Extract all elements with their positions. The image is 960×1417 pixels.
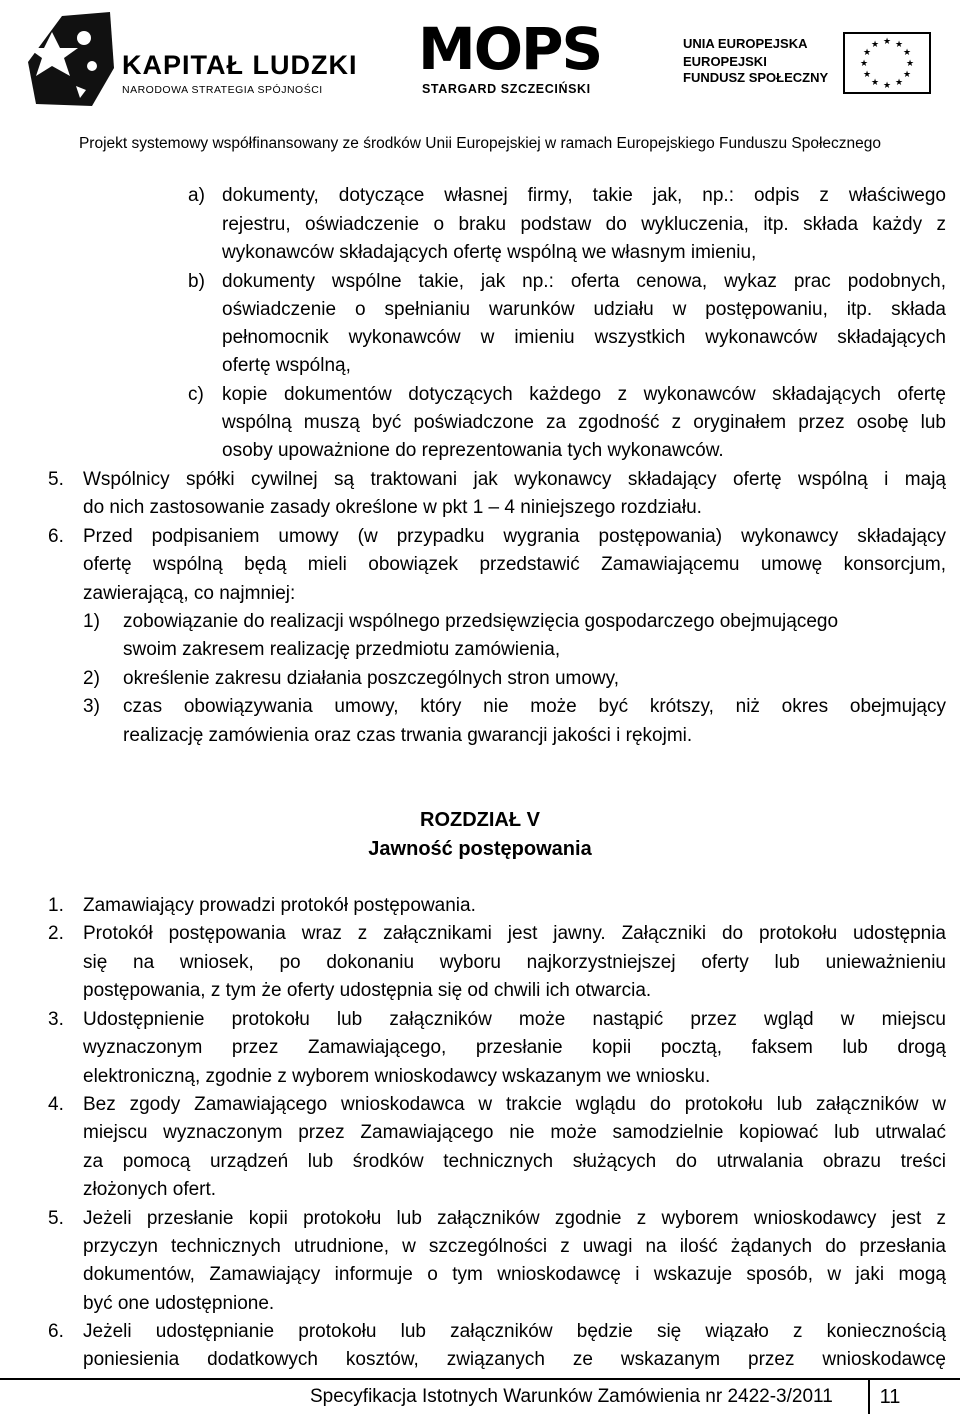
b-line-1: dokumenty wspólne takie, jak np.: oferta cenowa, wykaz prac podobnych, xyxy=(222,271,946,292)
eu-logo xyxy=(683,36,943,106)
p6-line-3: zawierającą, co najmniej: xyxy=(83,583,296,604)
r4-line-1: Bez zgody Zamawiającego wnioskodawca w trakcie wglądu do protokołu lub załączników w xyxy=(83,1094,946,1115)
c-line-3: osoby upoważnione do reprezentowania tych wykonawców. xyxy=(222,440,724,461)
page-number: 11 xyxy=(868,1380,910,1414)
mops-subtitle: STARGARD SZCZECIŃSKI xyxy=(422,82,591,96)
svg-text:★: ★ xyxy=(894,40,904,50)
eu-flag-icon xyxy=(843,32,931,94)
list-label-r4: 4. xyxy=(48,1094,64,1115)
chapter-heading: ROZDZIAŁ V xyxy=(420,809,540,831)
svg-text:★: ★ xyxy=(882,37,892,47)
eu-line-2: EUROPEJSKI xyxy=(683,54,767,69)
svg-text:★: ★ xyxy=(862,70,872,80)
b-line-4: ofertę wspólną, xyxy=(222,355,351,376)
header-logos xyxy=(0,0,960,125)
list-label-c: c) xyxy=(188,384,204,405)
sublist-label-1: 1) xyxy=(83,611,100,632)
footer-divider xyxy=(0,1378,960,1380)
kapital-ludzki-emblem-icon xyxy=(22,8,118,108)
svg-text:★: ★ xyxy=(894,78,904,88)
sublist-label-3: 3) xyxy=(83,696,100,717)
c-line-2: wspólną muszą być poświadczone za zgodność z oryginałem przez osobę lub xyxy=(222,412,946,433)
r5-line-2: przyczyn technicznych utrudnione, w szczególności z uwagi na ilość żądanych do przesłania xyxy=(83,1236,946,1257)
r4-line-3: za pomocą urządzeń lub środków technicznych służących do utrwalania obrazu treści xyxy=(83,1151,946,1172)
list-label-r5: 5. xyxy=(48,1208,64,1229)
chapter-title: Jawność postępowania xyxy=(368,838,592,860)
p6-line-1: Przed podpisaniem umowy (w przypadku wygrania postępowania) wykonawcy składający xyxy=(83,526,946,547)
svg-text:★: ★ xyxy=(862,48,872,58)
r5-line-4: być one udostępnione. xyxy=(83,1293,275,1314)
r3-line-2: wyznaczonym przez Zamawiającego, przesłanie kopii pocztą, faksem lub drogą xyxy=(83,1037,946,1058)
mops-logo xyxy=(418,15,606,102)
svg-text:★: ★ xyxy=(902,70,912,80)
r4-line-2: miejscu wyznaczonym przez Zamawiającego nie może samodzielnie kopiować lub utrwalać xyxy=(83,1122,946,1143)
r2-line-2: się na wniosek, po dokonaniu wyboru najkorzystniejszej oferty lub unieważnieniu xyxy=(83,952,946,973)
list-label-6: 6. xyxy=(48,526,64,547)
list-label-a: a) xyxy=(188,185,205,206)
r3-line-3: elektroniczną, zgodnie z wyborem wnioskodawcy wskazanym we wniosku. xyxy=(83,1066,711,1087)
svg-text:★: ★ xyxy=(870,40,880,50)
p5-line-2: do nich zastosowanie zasady określone w pkt 1 – 4 niniejszego rozdziału. xyxy=(83,497,702,518)
list-label-r1: 1. xyxy=(48,895,64,916)
svg-text:★: ★ xyxy=(882,81,892,91)
s1-line-1: zobowiązanie do realizacji wspólnego przedsięwzięcia gospodarczego obejmującego xyxy=(123,611,839,632)
s3-line-1: czas obowiązywania umowy, który nie może być krótszy, niż okres obejmujący xyxy=(123,696,946,717)
svg-text:★: ★ xyxy=(905,59,915,69)
r2-line-3: postępowania, z tym że oferty udostępnia się od chwili ich otwarcia. xyxy=(83,980,652,1001)
r6-line-1: Jeżeli udostępnianie protokołu lub załączników będzie się wiązało z koniecznością xyxy=(83,1321,946,1342)
s3-line-2: realizację zamówienia oraz czas trwania gwarancji jakości i rękojmi. xyxy=(123,725,693,746)
sublist-label-2: 2) xyxy=(83,668,100,689)
eu-line-3: FUNDUSZ SPOŁECZNY xyxy=(683,70,829,85)
r2-line-1: Protokół postępowania wraz z załącznikami jest jawny. Załączniki do protokołu udostępnia xyxy=(83,923,946,944)
mops-title: MOPS xyxy=(418,15,602,83)
b-line-3: pełnomocnik wykonawców w imieniu wszystkich wykonawców składających xyxy=(222,327,946,348)
p5-line-1: Wspólnicy spółki cywilnej są traktowani jak wykonawcy składający ofertę wspólną i mają xyxy=(83,469,946,490)
kapital-ludzki-logo xyxy=(22,8,362,108)
r5-line-3: dokumentów, Zamawiający informuje o tym wnioskodawcę i wskazuje sposób, w jaki mogą xyxy=(83,1264,946,1285)
r6-line-2: poniesienia dodatkowych kosztów, związanych ze wskazanym przez wnioskodawcę xyxy=(83,1349,946,1370)
list-label-r2: 2. xyxy=(48,923,64,944)
b-line-2: oświadczenie o spełnianiu warunków udziału w postępowaniu, itp. składa xyxy=(222,299,946,320)
list-label-r6: 6. xyxy=(48,1321,64,1342)
eu-line-1: UNIA EUROPEJSKA xyxy=(683,36,808,51)
a-line-3: wykonawców składających ofertę wspólną we własnym imieniu, xyxy=(222,242,757,263)
list-label-r3: 3. xyxy=(48,1009,64,1030)
kapital-ludzki-subtitle: NARODOWA STRATEGIA SPÓJNOŚCI xyxy=(122,84,323,96)
list-label-b: b) xyxy=(188,271,205,292)
c-line-1: kopie dokumentów dotyczących każdego z wykonawców składających ofertę xyxy=(222,384,946,405)
a-line-2: rejestru, oświadczenie o braku podstaw do wykluczenia, itp. składa każdy z xyxy=(222,214,946,235)
s2-line-1: określenie zakresu działania poszczególnych stron umowy, xyxy=(123,668,620,689)
r5-line-1: Jeżeli przesłanie kopii protokołu lub załączników zgodnie z wyborem wnioskodawcy jest z xyxy=(83,1208,946,1229)
r1-line-1: Zamawiający prowadzi protokół postępowania. xyxy=(83,895,476,916)
svg-text:★: ★ xyxy=(902,48,912,58)
footer-document-title: Specyfikacja Istotnych Warunków Zamówienia nr 2422-3/2011 xyxy=(310,1386,833,1407)
s1-line-2: swoim zakresem realizację przedmiotu zamówienia, xyxy=(123,639,561,660)
kapital-ludzki-title: KAPITAŁ LUDZKI xyxy=(122,50,358,80)
a-line-1: dokumenty, dotyczące własnej firmy, takie jak, np.: odpis z właściwego xyxy=(222,185,946,206)
r4-line-4: złożonych ofert. xyxy=(83,1179,217,1200)
r3-line-1: Udostępnienie protokołu lub załączników może nastąpić przez wgląd w miejscu xyxy=(83,1009,946,1030)
project-info-line: Projekt systemowy współfinansowany ze środków Unii Europejskiej w ramach Europejskiego Funduszu Społecznego xyxy=(78,135,882,152)
list-label-5: 5. xyxy=(48,469,64,490)
p6-line-2: ofertę wspólną będą mieli obowiązek przedstawić Zamawiającemu umowę konsorcjum, xyxy=(83,554,946,575)
svg-text:★: ★ xyxy=(859,59,869,69)
svg-text:★: ★ xyxy=(870,78,880,88)
